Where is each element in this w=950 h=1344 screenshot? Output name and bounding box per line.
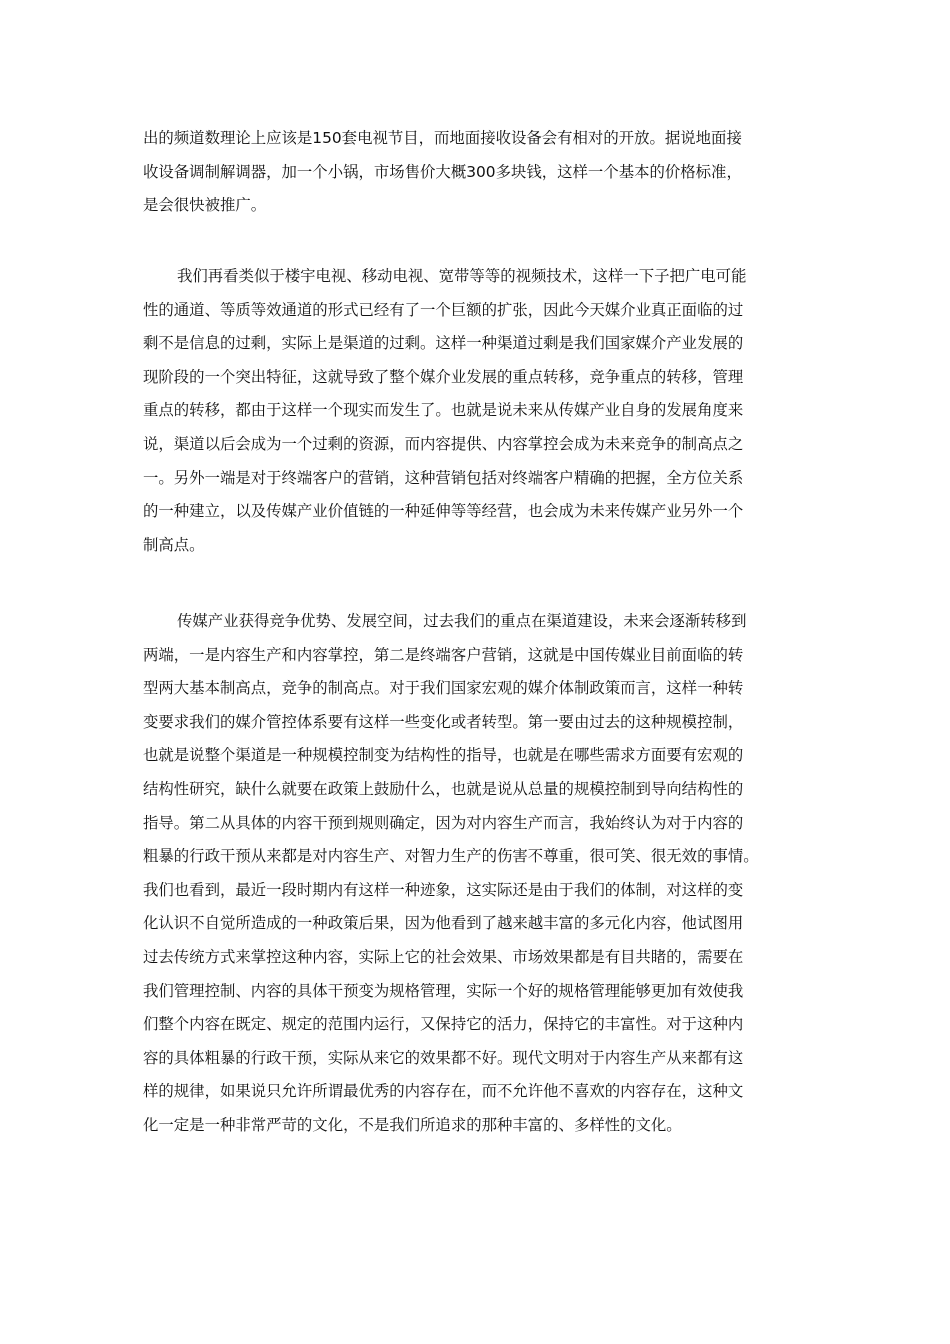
paragraph-line: 收设备调制解调器，加一个小锅，市场售价大概300多块钱，这样一个基本的价格标准，: [143, 162, 742, 181]
paragraph-line: 剩不是信息的过剩，实际上是渠道的过剩。这样一种渠道过剩是我们国家媒介产业发展的: [143, 334, 744, 353]
paragraph-line: 变要求我们的媒介管控体系要有这样一些变化或者转型。第一要由过去的这种规模控制，: [143, 712, 744, 731]
paragraph-line: 指导。第二从具体的内容干预到规则确定，因为对内容生产而言，我始终认为对于内容的: [143, 813, 744, 832]
paragraph-3: [143, 605, 807, 1143]
paragraph-line: 说，渠道以后会成为一个过剩的资源，而内容提供、内容掌控会成为未来竞争的制高点之: [143, 434, 744, 453]
paragraph-line: 重点的转移，都由于这样一个现实而发生了。也就是说未来从传媒产业自身的发展角度来: [143, 401, 744, 420]
paragraph-line: 也就是说整个渠道是一种规模控制变为结构性的指导，也就是在哪些需求方面要有宏观的: [143, 746, 744, 765]
paragraph-line: 粗暴的行政干预从来都是对内容生产、对智力生产的伤害不尊重，很可笑、很无效的事情。: [143, 847, 759, 866]
paragraph-line: 化一定是一种非常严苛的文化，不是我们所追求的那种丰富的、多样性的文化。: [143, 1115, 682, 1134]
paragraph-1: [143, 122, 807, 223]
paragraph-line: 们整个内容在既定、规定的范围内运行，又保持它的活力，保持它的丰富性。对于这种内: [143, 1015, 744, 1034]
paragraph-line: 是会很快被推广。: [143, 196, 267, 215]
paragraph-line: 出的频道数理论上应该是150套电视节目，而地面接收设备会有相对的开放。据说地面接: [143, 129, 742, 147]
paragraph-line: 制高点。: [143, 535, 205, 554]
paragraph-line: 现阶段的一个突出特征，这就导致了整个媒介业发展的重点转移，竞争重点的转移，管理: [143, 367, 744, 386]
paragraph-line: 传媒产业获得竞争优势、发展空间，过去我们的重点在渠道建设，未来会逐渐转移到: [177, 612, 747, 630]
paragraph-line: 我们再看类似于楼宇电视、移动电视、宽带等等的视频技术，这样一下子把广电可能: [177, 267, 747, 285]
paragraph-line: 过去传统方式来掌控这种内容，实际上它的社会效果、市场效果都是有目共睹的，需要在: [143, 947, 744, 966]
paragraph-line: 样的规律，如果说只允许所谓最优秀的内容存在，而不允许他不喜欢的内容存在，这种文: [143, 1082, 744, 1101]
paragraph-line: 一。另外一端是对于终端客户的营销，这种营销包括对终端客户精确的把握，全方位关系: [143, 468, 744, 487]
paragraph-line: 容的具体粗暴的行政干预，实际从来它的效果都不好。现代文明对于内容生产从来都有这: [143, 1048, 744, 1067]
paragraph-line: 化认识不自觉所造成的一种政策后果，因为他看到了越来越丰富的多元化内容，他试图用: [143, 914, 744, 933]
paragraph-line: 结构性研究，缺什么就要在政策上鼓励什么，也就是说从总量的规模控制到导向结构性的: [143, 779, 744, 798]
paragraph-line: 型两大基本制高点，竞争的制高点。对于我们国家宏观的媒介体制政策而言，这样一种转: [143, 679, 744, 698]
paragraph-line: 我们管理控制、内容的具体干预变为规格管理，实际一个好的规格管理能够更加有效使我: [143, 981, 744, 1000]
paragraph-line: 两端，一是内容生产和内容掌控，第二是终端客户营销，这就是中国传媒业目前面临的转: [143, 645, 744, 664]
paragraph-2: [143, 260, 807, 562]
paragraph-line: 我们也看到，最近一段时期内有这样一种迹象，这实际还是由于我们的体制，对这样的变: [143, 880, 744, 899]
paragraph-line: 性的通道、等质等效通道的形式已经有了一个巨额的扩张，因此今天媒介业真正面临的过: [143, 300, 744, 319]
paragraph-line: 的一种建立，以及传媒产业价值链的一种延伸等等经营，也会成为未来传媒产业另外一个: [143, 502, 744, 521]
